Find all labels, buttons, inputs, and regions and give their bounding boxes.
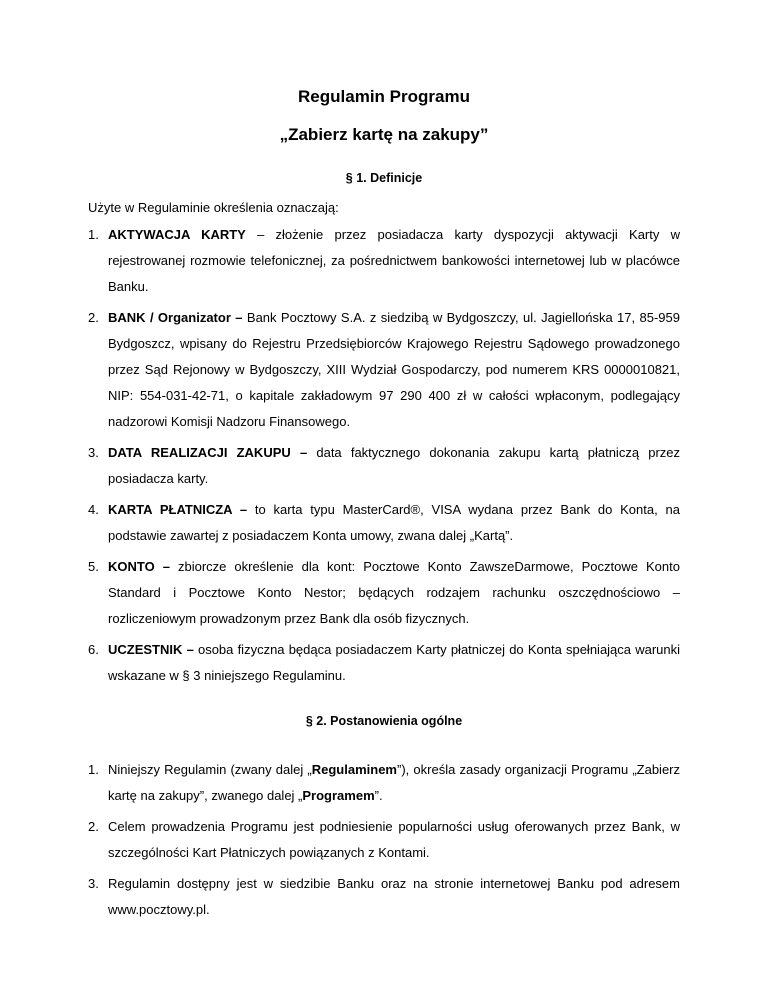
item-number: 2. xyxy=(88,819,99,834)
definition-term: KONTO – xyxy=(108,559,170,574)
definition-text: osoba fizyczna będąca posiadaczem Karty płatniczej do Konta spełniająca warunki wskazane w § 3 niniejszego Regulaminu. xyxy=(108,642,680,683)
definition-text: – złożenie przez posiadacza karty dyspozycji aktywacji Karty w rejestrowanej rozmowie telefonicznej, za pośrednictwem bankowości internetowej lub w placówce Banku. xyxy=(108,227,680,294)
definition-item-1 xyxy=(88,222,680,300)
provision-bold-regulaminem: Regulaminem xyxy=(311,762,397,777)
section-2-heading: § 2. Postanowienia ogólne xyxy=(305,714,463,728)
definition-term: DATA REALIZACJI ZAKUPU – xyxy=(108,445,308,460)
item-number: 6. xyxy=(88,642,99,657)
document-title: Regulamin Programu xyxy=(298,87,470,106)
definition-item-2 xyxy=(88,305,680,435)
provision-bold-programem: Programem xyxy=(302,788,375,803)
definition-item-4 xyxy=(88,497,680,549)
provision-text-b: ”), określa zasady organizacji Programu „Zabierz kartę na zakupy”, zwanego dalej „ xyxy=(108,762,681,803)
definition-item-3 xyxy=(88,440,680,492)
section-1-intro: Użyte w Regulaminie określenia oznaczają: xyxy=(88,200,339,215)
definition-term: BANK / Organizator – xyxy=(108,310,243,325)
item-number: 1. xyxy=(88,227,99,242)
definition-term: UCZESTNIK – xyxy=(108,642,194,657)
provision-item-1 xyxy=(88,757,680,809)
definition-term: KARTA PŁATNICZA – xyxy=(108,502,248,517)
definition-text: data faktycznego dokonania zakupu kartą płatniczą przez posiadacza karty. xyxy=(108,445,681,486)
item-number: 3. xyxy=(88,876,99,891)
provision-item-2 xyxy=(88,814,680,866)
item-number: 2. xyxy=(88,310,99,325)
document-subtitle: „Zabierz kartę na zakupy” xyxy=(279,125,489,144)
definition-term: AKTYWACJA KARTY xyxy=(108,227,246,242)
provision-text: Regulamin dostępny jest w siedzibie Banku oraz na stronie internetowej Banku pod adresem www.pocztowy.pl. xyxy=(108,876,680,917)
provision-text-a: Niniejszy Regulamin (zwany dalej „ xyxy=(108,762,312,777)
definitions-list xyxy=(88,222,680,689)
definition-text: zbiorcze określenie dla kont: Pocztowe Konto ZawszeDarmowe, Pocztowe Konto Standard i Pocztowe Konto Nestor; będących rodzajem rachunku oszczędnościowo – rozliczeniowym prowadzonym przez Bank dla osób fizycznych. xyxy=(108,559,680,626)
provision-text-c: ”. xyxy=(374,788,383,803)
definition-item-6 xyxy=(88,637,680,689)
section-1-heading: § 1. Definicje xyxy=(345,171,423,185)
general-provisions-list xyxy=(88,757,680,923)
definition-text: to karta typu MasterCard®, VISA wydana przez Bank do Konta, na podstawie zawartej z posiadaczem Konta umowy, zwana dalej „Kartą”. xyxy=(108,502,680,543)
item-number: 1. xyxy=(88,762,99,777)
definition-item-5 xyxy=(88,554,680,632)
item-number: 4. xyxy=(88,502,99,517)
item-number: 5. xyxy=(88,559,99,574)
item-number: 3. xyxy=(88,445,99,460)
definition-text: Bank Pocztowy S.A. z siedzibą w Bydgoszczy, ul. Jagiellońska 17, 85-959 Bydgoszcz, wpisany do Rejestru Przedsiębiorców Krajowego Rejestru Sądowego prowadzonego przez Sąd Rejonowy w Bydgoszczy, XIII Wydział Gospodarczy, pod numerem KRS 0000010821, NIP: 554-031-42-71, o kapitale zakładowym 97 290 400 zł w całości wpłaconym, podlegający nadzorowi Komisji Nadzoru Finansowego. xyxy=(108,310,680,429)
provision-text: Celem prowadzenia Programu jest podniesienie popularności usług oferowanych przez Bank, w szczególności Kart Płatniczych powiązanych z Kontami. xyxy=(108,819,680,860)
provision-item-3 xyxy=(88,871,680,923)
